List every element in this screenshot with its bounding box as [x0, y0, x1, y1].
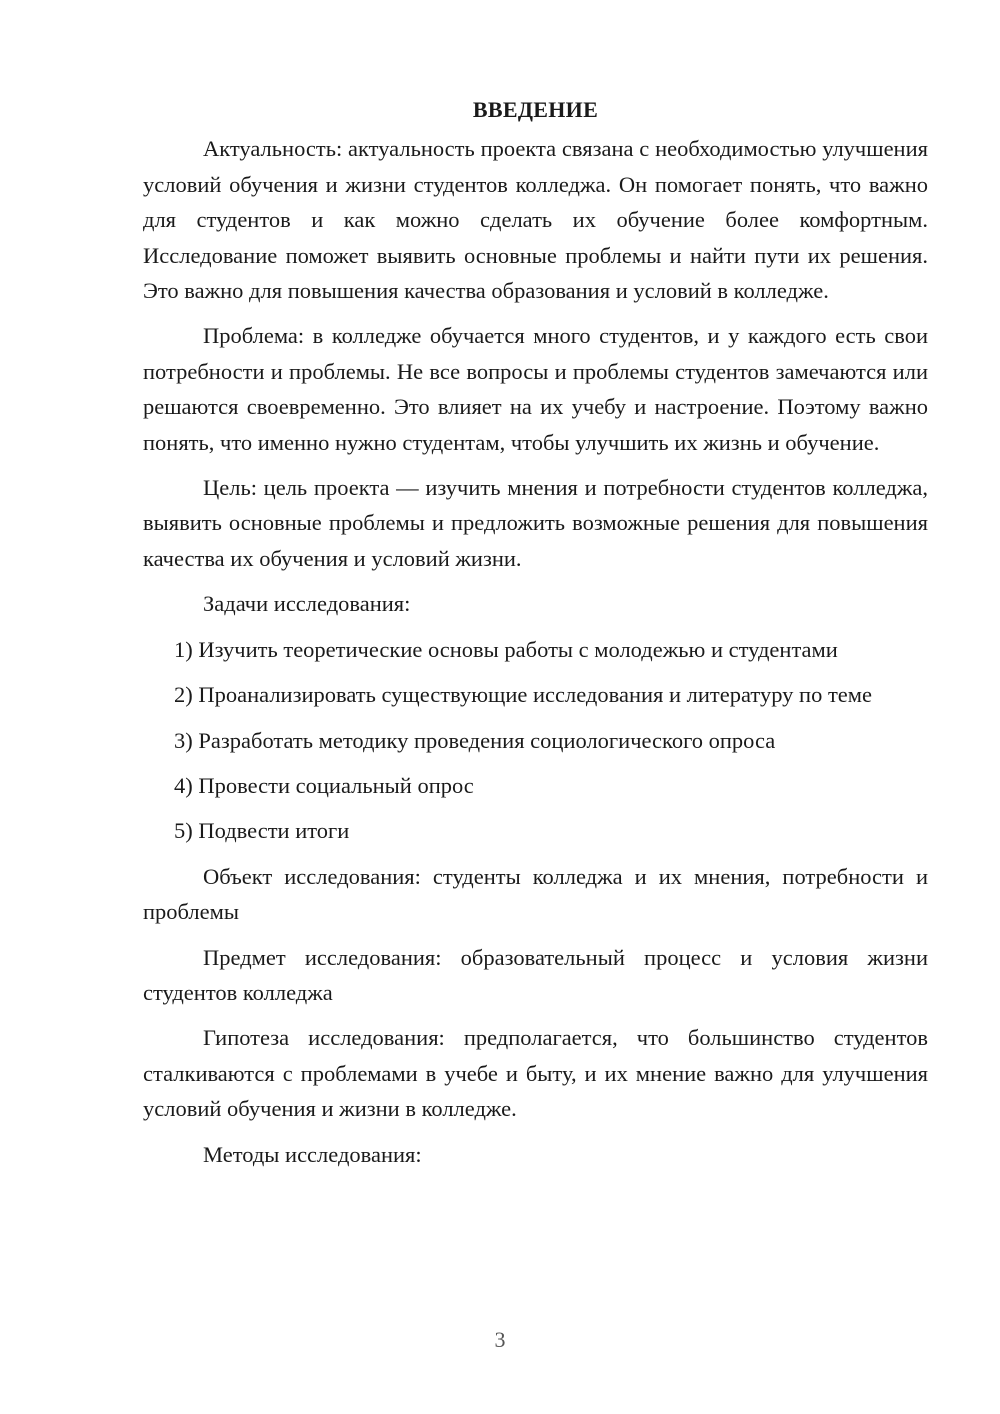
- page-number: 3: [494, 1327, 506, 1352]
- subject-paragraph: Предмет исследования: образовательный процесс и условия жизни студентов колледжа: [143, 944, 928, 1005]
- page-content: [143, 92, 928, 1182]
- problem-paragraph: Проблема: в колледже обучается много студентов, и у каждого есть свои потребности и проблемы. Не все вопросы и проблемы студентов замечаются или решаются своевременно. Это влияет на их учебу и настроение. Поэтому важно понять, что именно нужно студентам, чтобы улучшить их жизнь и обучение.: [143, 323, 928, 455]
- relevance-paragraph: Актуальность: актуальность проекта связана с необходимостью улучшения условий обучения и жизни студентов колледжа. Он помогает понять, что важно для студентов и как можно сделать их обучение более комфортным. Исследование поможет выявить основные проблемы и найти пути их решения. Это важно для повышения качества образования и условий в колледже.: [143, 136, 928, 304]
- goal-paragraph: Цель: цель проекта — изучить мнения и потребности студентов колледжа, выявить основные проблемы и предложить возможные решения для повышения качества их обучения и условий жизни.: [143, 475, 928, 571]
- object-paragraph: Объект исследования: студенты колледжа и их мнения, потребности и проблемы: [143, 863, 928, 925]
- methods-heading: Методы исследования:: [203, 1141, 422, 1167]
- hypothesis-paragraph: Гипотеза исследования: предполагается, что большинство студентов сталкиваются с проблемами в учебе и быту, и их мнение важно для улучшения условий обучения и жизни в колледже.: [143, 1025, 928, 1122]
- task-item-1: 1) Изучить теоретические основы работы с молодежью и студентами: [174, 636, 838, 662]
- tasks-heading: Задачи исследования:: [203, 591, 411, 617]
- task-item-3: 3) Разработать методику проведения социологического опроса: [174, 727, 776, 753]
- task-item-5: 5) Подвести итоги: [174, 818, 350, 844]
- task-item-2: 2) Проанализировать существующие исследования и литературу по теме: [174, 682, 872, 708]
- section-title: ВВЕДЕНИЕ: [472, 97, 599, 122]
- task-item-4: 4) Провести социальный опрос: [174, 772, 474, 798]
